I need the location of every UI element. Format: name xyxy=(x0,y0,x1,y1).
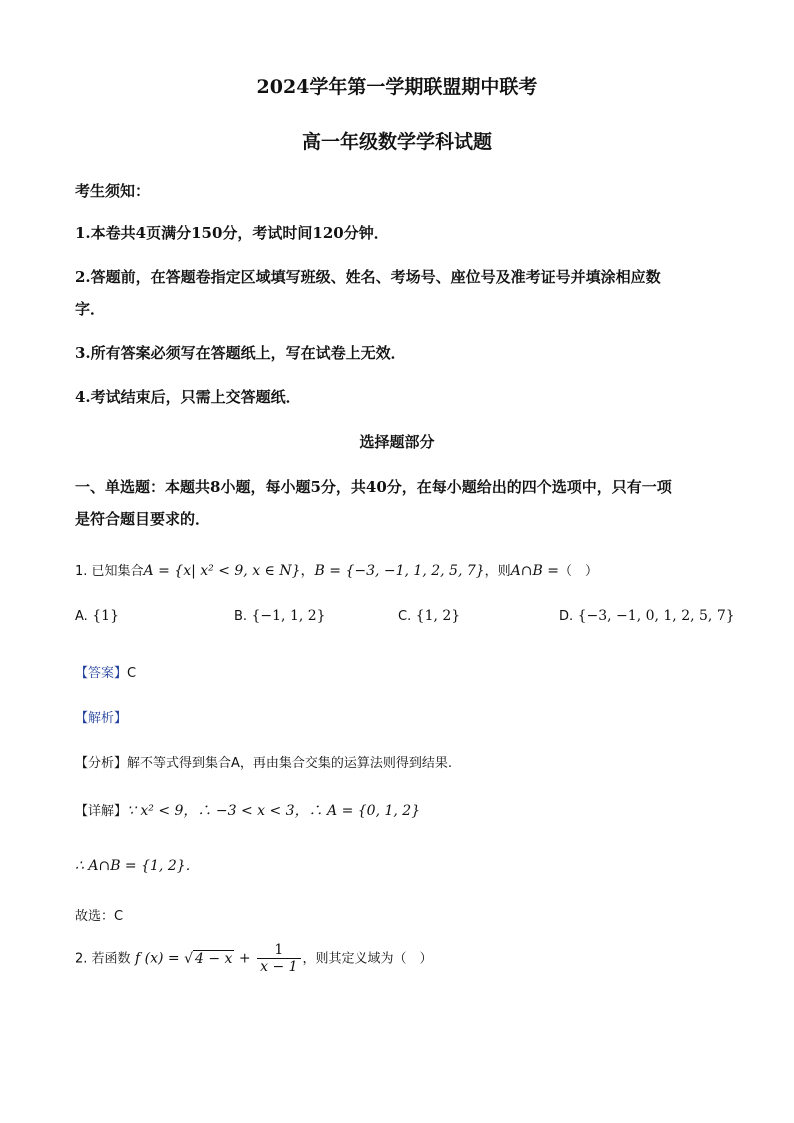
section-title: 选择题部分 xyxy=(359,433,435,451)
question-1-stem xyxy=(75,560,598,580)
plus-sign: + xyxy=(238,950,251,967)
option-letter: C. xyxy=(398,609,412,624)
question-2-suffix: ，则其定义域为（ ） xyxy=(302,951,433,967)
conclusion-line: ∴ A∩B = {1, 2}． xyxy=(75,858,200,874)
option-letter: D. xyxy=(559,609,574,624)
fraction xyxy=(257,942,300,975)
option-value: {−3, −1, 0, 1, 2, 5, 7} xyxy=(577,608,735,624)
fraction-numerator: 1 xyxy=(257,942,300,959)
analysis-tag: 【解析】 xyxy=(75,711,128,726)
option-d xyxy=(559,608,735,624)
answer-paren: （ ） xyxy=(559,564,599,579)
question-1-prefix: 1. 已知集合 xyxy=(75,564,144,579)
option-letter: B. xyxy=(234,609,248,624)
option-b xyxy=(234,608,326,624)
notice-item-2-cont: 字． xyxy=(75,300,106,318)
part-instructions-cont: 是符合题目要求的． xyxy=(75,510,211,528)
answer-value: C xyxy=(127,666,137,681)
option-value: {1, 2} xyxy=(415,608,461,624)
set-b-expression: B = {−3, −1, 1, 2, 5, 7} xyxy=(314,563,485,579)
question-2-stem xyxy=(75,942,433,975)
option-value: {1} xyxy=(92,608,119,624)
option-value: {−1, 1, 2} xyxy=(251,608,326,624)
detail-tag: 【详解】 xyxy=(75,804,128,819)
fraction-denominator: x − 1 xyxy=(260,959,298,975)
answer-tag: 【答案】 xyxy=(75,666,128,681)
notice-item-4: 4.考试结束后，只需上交答题纸． xyxy=(75,388,301,406)
notice-item-1: 1.本卷共4页满分150分，考试时间120分钟． xyxy=(75,224,389,242)
question-2-prefix: 2. 若函数 xyxy=(75,951,131,967)
separator: ， xyxy=(300,563,315,579)
part-instructions: 一、单选题：本题共8小题，每小题5分，共40分，在每小题给出的四个选项中，只有一项 xyxy=(75,478,672,496)
notice-heading: 考生须知： xyxy=(75,182,151,200)
question-1-ask: ，则 xyxy=(484,564,511,579)
sqrt-expression: √ 4 − x xyxy=(184,950,233,967)
notice-item-3: 3.所有答案必须写在答题纸上，写在试卷上无效． xyxy=(75,344,406,362)
fenxi-text: 解不等式得到集合A，再由集合交集的运算法则得到结果. xyxy=(127,756,453,771)
exam-title: 2024学年第一学期联盟期中联考 xyxy=(256,76,538,98)
fenxi-tag: 【分析】 xyxy=(75,756,128,771)
intersection-expression: A∩B = xyxy=(510,563,559,579)
option-letter: A. xyxy=(75,609,88,624)
sqrt-argument: 4 − x xyxy=(195,950,233,967)
choose-line: 故选：C xyxy=(75,909,124,924)
function-lhs: f (x) = xyxy=(135,950,180,967)
exam-subtitle: 高一年级数学学科试题 xyxy=(301,131,492,153)
detail-text: ∵ x² < 9，∴ −3 < x < 3，∴ A = {0, 1, 2} xyxy=(127,803,421,819)
option-a xyxy=(75,608,119,624)
detail-line xyxy=(75,800,420,820)
set-a-expression: A = {x| x² < 9, x ∈ N} xyxy=(143,563,301,579)
answer-line xyxy=(75,662,136,681)
notice-item-2: 2.答题前，在答题卷指定区域填写班级、姓名、考场号、座位号及准考证号并填涂相应数 xyxy=(75,268,661,286)
option-c xyxy=(398,608,460,624)
fenxi-line xyxy=(75,752,452,771)
